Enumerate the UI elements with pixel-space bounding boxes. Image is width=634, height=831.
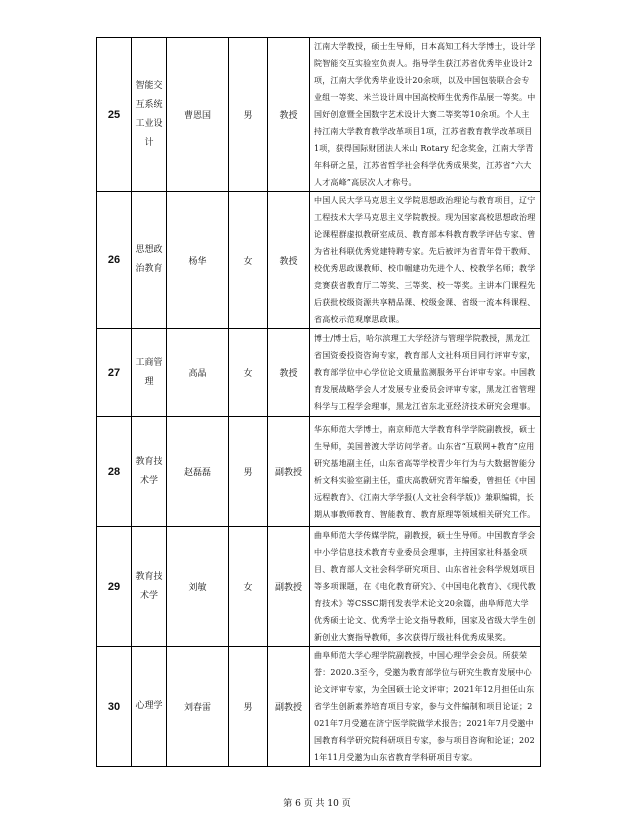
name-cell: 赵磊磊 bbox=[167, 417, 229, 527]
major-text: 教育技术学 bbox=[135, 456, 163, 486]
row-number: 28 bbox=[97, 417, 132, 527]
title-cell: 教授 bbox=[268, 192, 310, 329]
row-number: 25 bbox=[97, 38, 132, 192]
bio-cell: 华东师范大学博士，南京师范大学教育科学学院副教授，硕士生导师，美国普渡大学访问学者。山东省“互联网+教育”应用研究基地副主任，山东省高等学校青少年行为与大数据智能分析文科实验室副主任，重庆高教研究青年编委，曾担任《中国远程教育》、《江南大学学报(人文社会科学版)》兼职编辑，长期从事教师教育、智能教育、教育原理等领域相关研究工作。 bbox=[310, 417, 541, 527]
title-cell: 副教授 bbox=[268, 527, 310, 647]
major-cell bbox=[132, 38, 167, 192]
gender-cell: 女 bbox=[229, 329, 268, 417]
major-cell bbox=[132, 527, 167, 647]
table-row bbox=[97, 329, 541, 417]
bio-cell: 江南大学教授，硕士生导师，日本高知工科大学博士，设计学院智能交互实验室负责人。指导学生获江苏省优秀毕业设计2项，江南大学优秀毕业设计20余项，以及中国包装联合会专业组一等奖、米兰设计周中国高校师生优秀作品展一等奖。中国好创意暨全国数字艺术设计大赛二等奖等10余项。个人主持江南大学教育教学改革项目1项，江苏省教育教学改革项目1项，获得国际财团法人米山 Rotary 纪念奖金，江南大学青年科研之星，江苏省哲学社会科学优秀成果奖，江苏省“六大人才高峰”高层次人才称号。 bbox=[310, 38, 541, 192]
row-number: 30 bbox=[97, 647, 132, 767]
row-number: 27 bbox=[97, 329, 132, 417]
name-cell: 杨华 bbox=[167, 192, 229, 329]
gender-cell: 女 bbox=[229, 192, 268, 329]
major-text: 心理学 bbox=[135, 701, 163, 711]
row-number: 29 bbox=[97, 527, 132, 647]
page-footer: 第 6 页 共 10 页 bbox=[283, 799, 351, 809]
expert-roster-table bbox=[96, 37, 541, 767]
bio-cell: 曲阜师范大学传媒学院，副教授，硕士生导师。中国教育学会中小学信息技术教育专业委员会理事，主持国家社科基金项目、教育部人文社会科学研究项目、山东省社会科学规划项目等多项课题，在《电化教育研究》、《中国电化教育》、《现代教育技术》等CSSC期刊发表学术论文20余篇，曲阜师范大学优秀硕士论文、优秀学士论文指导教师，国家及省级大学生创新创业大赛指导教师，多次获得厅级社科优秀成果奖。 bbox=[310, 527, 541, 647]
title-cell: 副教授 bbox=[268, 647, 310, 767]
name-cell: 刘春雷 bbox=[167, 647, 229, 767]
table-row bbox=[97, 417, 541, 527]
table-row bbox=[97, 192, 541, 329]
name-cell: 曹恩国 bbox=[167, 38, 229, 192]
major-cell bbox=[132, 192, 167, 329]
gender-cell: 男 bbox=[229, 38, 268, 192]
table-row bbox=[97, 647, 541, 767]
major-text: 工商管理 bbox=[135, 357, 163, 387]
major-text: 智能交互系统工业设计 bbox=[135, 80, 163, 148]
gender-cell: 男 bbox=[229, 417, 268, 527]
major-cell bbox=[132, 417, 167, 527]
bio-cell: 中国人民大学马克思主义学院思想政治理论与教育项目，辽宁工程技术大学马克思主义学院教授。现为国家高校思想政治理论课程群虚拟教研室成员、教育部本科教育教学评估专家、曾为省社科联优秀党建特聘专家。先后被评为省青年骨干教师、校优秀思政课教师、校巾帼建功先进个人、校教学名师；教学竞赛获省教育厅二等奖、三等奖、校一等奖。主讲本门课程先后获批校级资源共享精品课、校级金课、省级一流本科课程、省高校示范观摩思政课。 bbox=[310, 192, 541, 329]
major-text: 思想政治教育 bbox=[135, 245, 163, 274]
gender-cell: 女 bbox=[229, 527, 268, 647]
table-row bbox=[97, 38, 541, 192]
major-cell bbox=[132, 329, 167, 417]
major-text: 教育技术学 bbox=[135, 571, 163, 601]
name-cell: 刘敏 bbox=[167, 527, 229, 647]
table-row bbox=[97, 527, 541, 647]
bio-cell: 曲阜师范大学心理学院副教授，中国心理学会会员。所获荣誉：2020.3至今，受邀为教育部学位与研究生教育发展中心论文评审专家，为全国硕士论文评审；2021年12月担任山东省学生创新素养培育项目专家，参与文件编制和项目论证；2021年7月受邀在济宁医学院做学术报告；2021年7月受邀中国教育科学研究院科研项目专家，参与项目咨询和论证；2021年11月受邀为山东省教育学科研项目专家。 bbox=[310, 647, 541, 767]
row-number: 26 bbox=[97, 192, 132, 329]
name-cell: 高晶 bbox=[167, 329, 229, 417]
gender-cell: 男 bbox=[229, 647, 268, 767]
title-cell: 副教授 bbox=[268, 417, 310, 527]
bio-cell: 博士/博士后，哈尔滨理工大学经济与管理学院教授，黑龙江省国资委投资咨询专家，教育部人文社科项目同行评审专家，教育部学位中心学位论文质量监测服务平台评审专家。中国教育发展战略学会人才发展专业委员会评审专家，黑龙江省管理科学与工程学会理事，黑龙江省东北亚经济技术研究会理事。 bbox=[310, 329, 541, 417]
title-cell: 教授 bbox=[268, 38, 310, 192]
title-cell: 教授 bbox=[268, 329, 310, 417]
major-cell bbox=[132, 647, 167, 767]
